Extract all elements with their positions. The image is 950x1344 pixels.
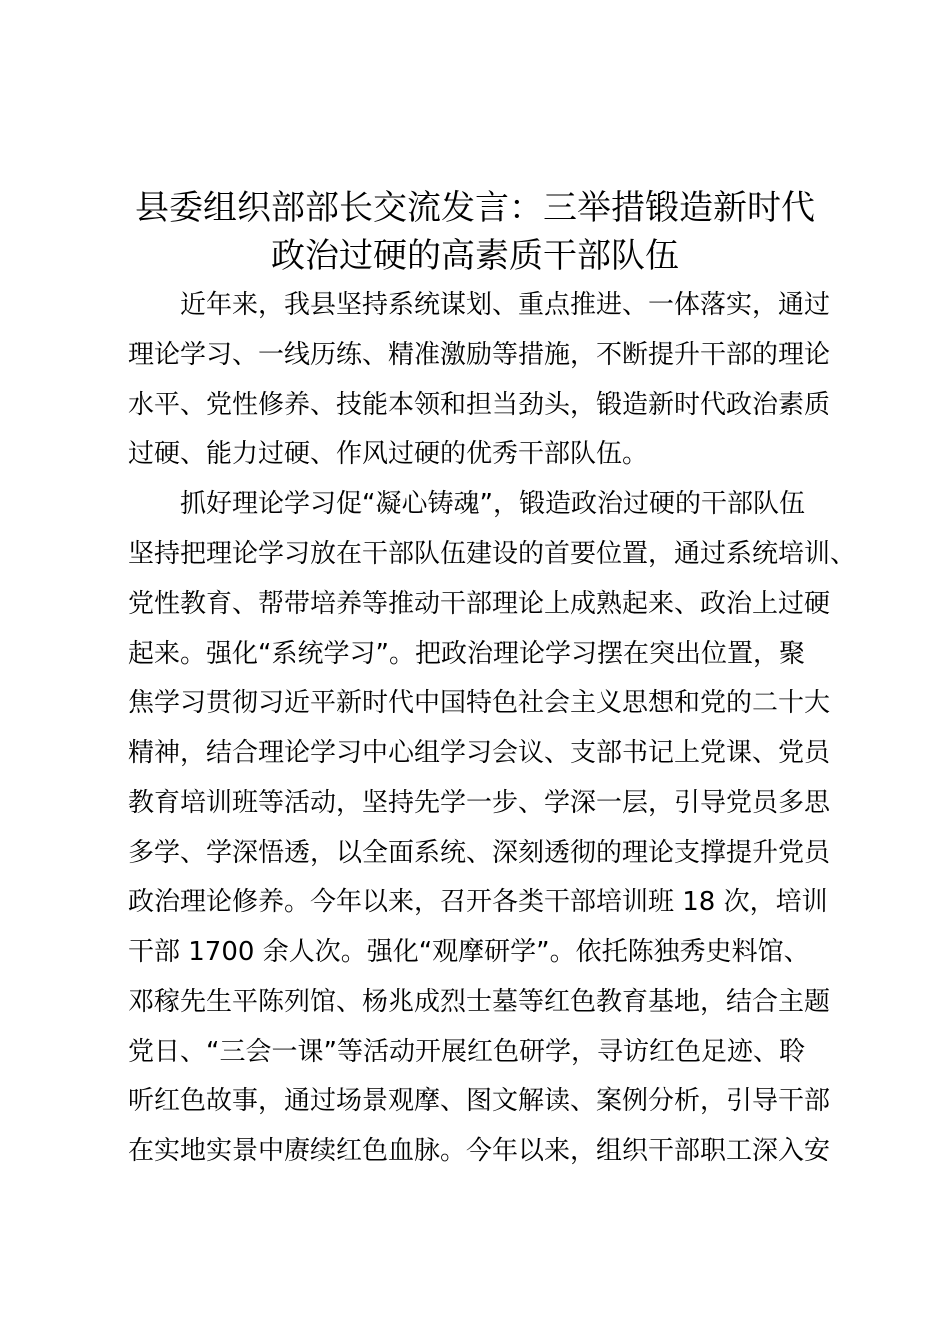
paragraph-2-line-4: 焦学习贯彻习近平新时代中国特色社会主义思想和党的二十大: [128, 688, 831, 718]
paragraph-1-line-1: 近年来，我县坚持系统谋划、重点推进、一体落实，通过: [180, 290, 831, 320]
paragraph-1-line-4: 过硬、能力过硬、作风过硬的优秀干部队伍。: [128, 439, 649, 469]
document-title-line-2: 政治过硬的高素质干部队伍: [271, 236, 679, 276]
document-title-line-1: 县委组织部部长交流发言：三举措锻造新时代: [135, 188, 815, 228]
paragraph-2-line-5: 精神，结合理论学习中心组学习会议、支部书记上党课、党员: [128, 738, 831, 768]
paragraph-2-line-8: 政治理论修养。今年以来，召开各类干部培训班 18 次，培训: [128, 887, 828, 917]
paragraph-2-line-9: 干部 1700 余人次。强化“观摩研学”。依托陈独秀史料馆、: [128, 937, 810, 967]
section-heading-1: 抓好理论学习促“凝心铸魂”，锻造政治过硬的干部队伍: [180, 489, 805, 519]
paragraph-1-line-2: 理论学习、一线历练、精准激励等措施，不断提升干部的理论: [128, 340, 831, 370]
paragraph-2-line-7: 多学、学深悟透，以全面系统、深刻透彻的理论支撑提升党员: [128, 838, 831, 868]
paragraph-2-line-1: 坚持把理论学习放在干部队伍建设的首要位置，通过系统培训、: [128, 539, 857, 569]
paragraph-1-line-3: 水平、党性修养、技能本领和担当劲头，锻造新时代政治素质: [128, 390, 831, 420]
paragraph-2-line-10: 邓稼先生平陈列馆、杨兆成烈士墓等红色教育基地，结合主题: [128, 987, 831, 1017]
paragraph-2-line-6: 教育培训班等活动，坚持先学一步、学深一层，引导党员多思: [128, 788, 831, 818]
paragraph-2-line-3: 起来。强化“系统学习”。把政治理论学习摆在突出位置，聚: [128, 639, 805, 669]
paragraph-2-line-11: 党日、“三会一课”等活动开展红色研学，寻访红色足迹、聆: [128, 1037, 805, 1067]
paragraph-2-line-13: 在实地实景中赓续红色血脉。今年以来，组织干部职工深入安: [128, 1136, 831, 1166]
paragraph-2-line-12: 听红色故事，通过场景观摩、图文解读、案例分析，引导干部: [128, 1086, 831, 1116]
paragraph-2-line-2: 党性教育、帮带培养等推动干部理论上成熟起来、政治上过硬: [128, 589, 831, 619]
